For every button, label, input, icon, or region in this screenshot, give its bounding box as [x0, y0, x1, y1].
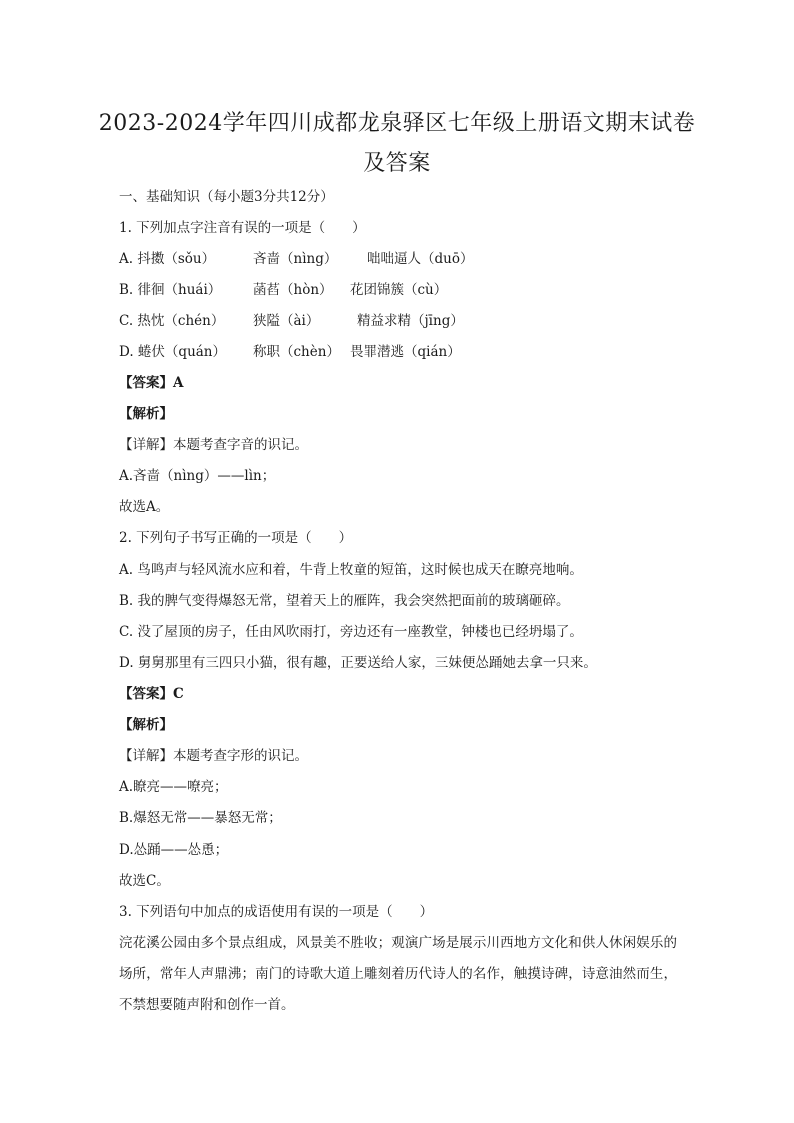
q1-c-word1: C. 热忱（chén）: [119, 313, 225, 329]
q2-answer: 【答案】C: [119, 686, 184, 702]
q2-fix-a: A.瞭亮——嘹亮；: [119, 779, 228, 795]
q1-answer: 【答案】A: [119, 375, 184, 391]
q1-detail: 【详解】本题考查字音的识记。: [119, 437, 308, 453]
q2-stem: 2. 下列句子书写正确的一项是（ ）: [119, 530, 353, 546]
q1-b-word1: B. 徘徊（huái）: [119, 282, 222, 298]
q1-a-word1: A. 抖擞（sǒu）: [119, 251, 216, 267]
q2-fix-b: B.爆怒无常——暴怒无常；: [119, 810, 282, 826]
document-title-line2: 及答案: [363, 151, 431, 176]
q2-detail: 【详解】本题考查字形的识记。: [119, 748, 308, 764]
q1-d-word1: D. 蜷伏（quán）: [119, 344, 227, 360]
q2-option-a: A. 鸟鸣声与轻风流水应和着，牛背上牧童的短笛，这时候也成天在瞭亮地响。: [119, 562, 583, 578]
q2-choose: 故选C。: [119, 873, 170, 889]
q1-fix: A.吝啬（nìng）——lìn；: [119, 468, 276, 484]
q2-option-d: D. 舅舅那里有三四只小猫，很有趣，正要送给人家，三妹便怂踊她去拿一只来。: [119, 655, 597, 671]
q1-b-word2: 菡萏（hòn）: [253, 282, 333, 298]
q1-d-word3: 畏罪潜逃（qián）: [350, 344, 461, 360]
q2-option-b: B. 我的脾气变得爆怒无常，望着天上的雁阵，我会突然把面前的玻璃砸碎。: [119, 593, 570, 609]
q1-a-word2: 吝啬（nìng）: [253, 251, 338, 267]
document-title-line1: 2023-2024学年四川成都龙泉驿区七年级上册语文期末试卷: [98, 111, 696, 136]
q2-option-c: C. 没了屋顶的房子，任由风吹雨打，旁边还有一座教堂，钟楼也已经坍塌了。: [119, 624, 583, 640]
q1-c-word3: 精益求精（jīng）: [357, 313, 464, 329]
q2-fix-d: D.怂踊——怂恿；: [119, 842, 229, 858]
q3-passage: 浣花溪公园由多个景点组成，风景美不胜收；观演广场是展示川西地方文化和供人休闲娱乐的场所，常年人声鼎沸；南门的诗歌大道上雕刻着历代诗人的名作，触摸诗碑，诗意油然而生，不禁想要随声附和创作一首。: [119, 935, 677, 1013]
q1-b-word3: 花团锦簇（cù）: [350, 282, 448, 298]
q1-choose: 故选A。: [119, 499, 170, 515]
q1-d-word2: 称职（chèn）: [253, 344, 340, 360]
q1-analysis: 【解析】: [119, 406, 173, 422]
section-heading: 一、基础知识（每小题3分共12分）: [119, 189, 334, 205]
q1-c-word2: 狭隘（ài）: [253, 313, 320, 329]
q2-analysis: 【解析】: [119, 717, 173, 733]
q1-stem: 1. 下列加点字注音有误的一项是（ ）: [119, 220, 366, 236]
q3-stem: 3. 下列语句中加点的成语使用有误的一项是（ ）: [119, 904, 434, 920]
q1-a-word3: 咄咄逼人（duō）: [367, 251, 474, 267]
